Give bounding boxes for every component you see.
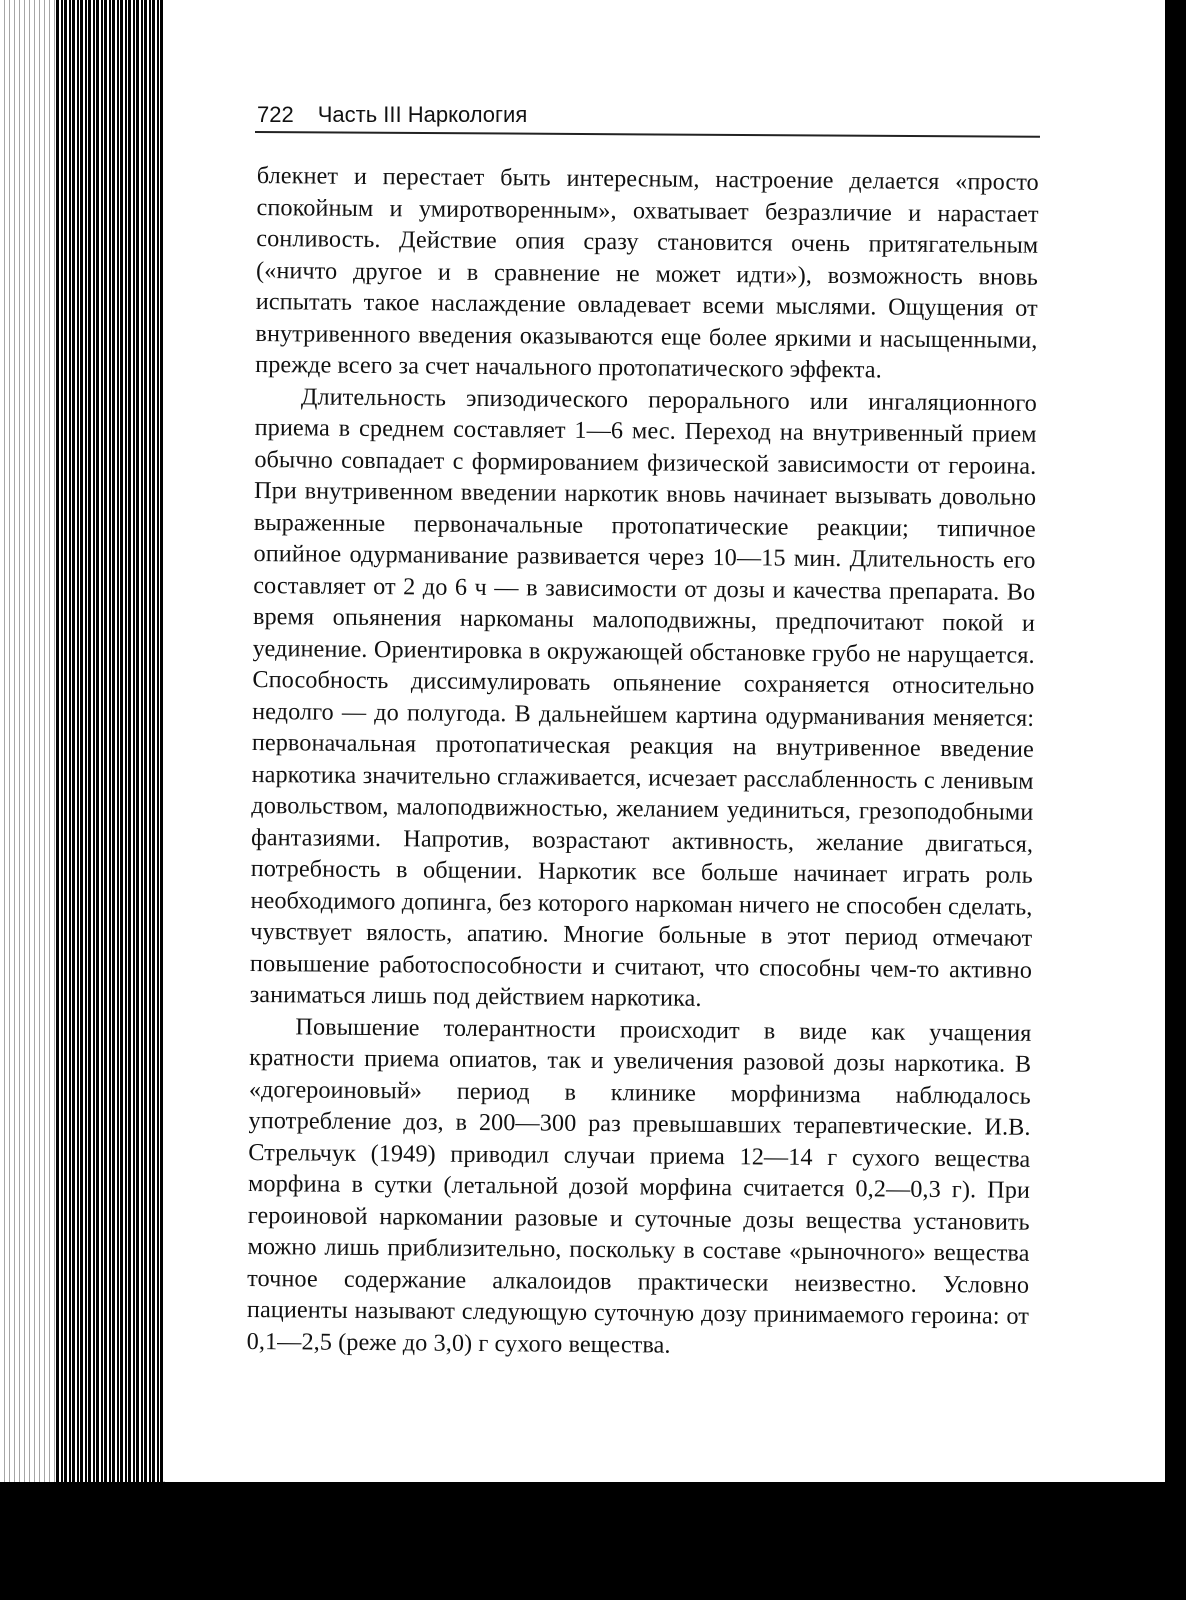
section-title: Часть III Наркология xyxy=(317,102,528,127)
page-number: 722 xyxy=(257,102,294,127)
paragraph-continuation: блекнет и перестает быть интересным, настроение делается «просто спокойным и умиротворенным», охватывает безразличие и нарастает сонливость. Действие опия сразу становится очень притягательным («ничто другое и в сравнение не может идти»), возможность вновь испытать такое наслаждение овладевает всеми мыслями. Ощущения от внутривенного введения оказываются еще более яркими и насыщенными, прежде всего за счет начального протопатического эффекта. xyxy=(255,161,1039,384)
body-text xyxy=(247,160,1039,1364)
running-head xyxy=(257,102,527,128)
bottom-page-edge xyxy=(0,1482,1186,1600)
paragraph: Длительность эпизодического перорального или ингаляционного приема в среднем составляет 1—6 мес. Переход на внутривенный прием обычно совпадает с формированием физической зависимости от героина. При внутривенном введении наркотик вновь начинает вызывать довольно выраженные первоначальные протопатические реакции; типичное опийное одурманивание развивается через 10—15 мин. Длительность его составляет от 2 до 6 ч — в зависимости от дозы и качества препарата. Во время опьянения наркоманы малоподвижны, предпочитают покой и уединение. Ориентировка в окружающей обстановке грубо не нарущается. Способность диссимулировать опьянение сохраняется относительно недолго — до полугода. В дальнейшем картина одурманивания меняется: первоначальная протопатическая реакция на внутривенное введение наркотика значительно сглаживается, исчезает расслабленность с ленивым довольством, малоподвижностью, желанием уединиться, грезоподобными фантазиями. Напротив, возрастают активность, желание двигаться, потребность в общении. Наркотик все больше начинает играть роль необходимого допинга, без которого наркоман ничего не способен сделать, чувствует вялость, апатию. Многие больные в этот период отмечают повышение работоспособности и считают, что способны чем-то активно заниматься лишь под действием наркотика. xyxy=(249,382,1038,1012)
binding-shade-lines xyxy=(0,0,55,1600)
header-rule xyxy=(255,131,1040,138)
paragraph: Повышение толерантности происходит в виде как учащения кратности приема опиатов, так и увеличения разовой дозы наркотика. В «догероиновый» период в клинике морфинизма наблюдалось употребление доз, в 200—300 раз превышавших терапевтические. И.В. Стрельчук (1949) приводил случаи приема 12—14 г сухого вещества морфина в сутки (летальной дозой морфина считается 0,2—0,3 г). При героиновой наркомании разовые и суточные дозы вещества установить можно лишь приблизительно, поскольку в составе «рыночного» вещества точное содержание алкалоидов практически неизвестно. Условно пациенты называют следующую суточную дозу принимаемого героина: от 0,1—2,5 (реже до 3,0) г сухого вещества. xyxy=(246,1012,1032,1359)
book-page xyxy=(165,0,1165,1482)
